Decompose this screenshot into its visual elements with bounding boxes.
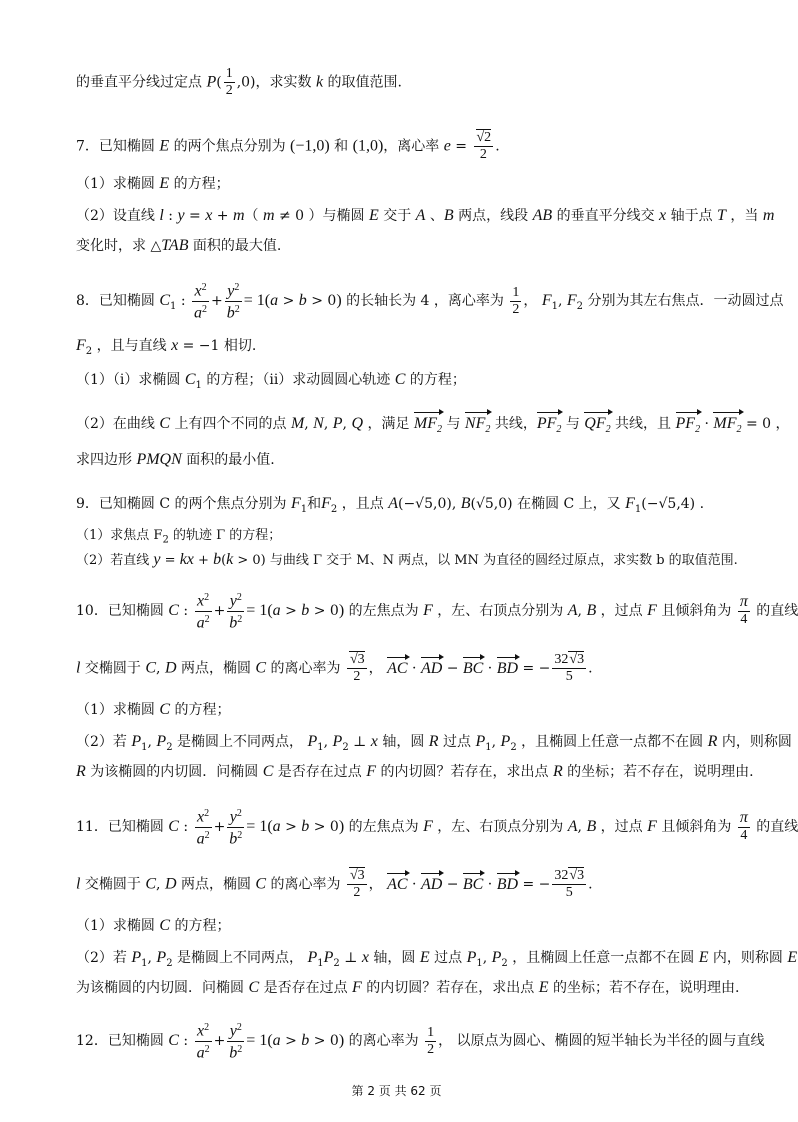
problem-9-part-2: （2）若直线 y = kx + b(k > 0) 与曲线 Γ 交于 M、N 两点，以 MN 为直径的圆经过原点，求实数 b 的取值范围. [76,551,738,568]
problem-7-part-1: （1）求椭圆 E 的方程； [76,175,230,192]
problem-7-statement: 7．已知椭圆 E 的两个焦点分别为 (−1,0) 和 (1,0)，离心率 e = $\frac{√2}{2}$ . [76,130,500,162]
problem-10-part-1: （1）求椭圆 C 的方程； [76,701,231,718]
problem-7-part-2: （2）设直线 l : y = x + m（ m ≠ 0 ）与椭圆 E 交于 A 、B 两点，线段 AB 的垂直平分线交 x 轴于点 T ，当 m [76,207,775,224]
page-footer: 第 2 页 共 62 页 [351,1084,442,1098]
problem-8-part-2-cont: 求四边形 PMQN 面积的最小值. [76,451,275,468]
problem-10-part-2-cont: R 为该椭圆的内切圆．问椭圆 C 是否存在过点 F 的内切圆？若存在，求出点 R 的坐标；若不存在，说明理由. [76,763,754,780]
problem-12-statement: 12．已知椭圆 C : $\frac{x^2}{a^2}$ + $\frac{y^2}{b^2}$ = 1(a > b > 0) 的离心率为 $\frac{1}{2}$ ， 以原点为圆心、椭圆的短半轴长为半径的圆与直线 [76,1022,765,1062]
problem-11-statement-cont: l 交椭圆于 C, D 两点，椭圆 C 的离心率为 $\frac{√3}{2}$ ， AC · AD − BC · BD = − $\frac{32√3}{5}$ . [76,868,593,900]
problem-9-part-1: （1）求焦点 $F_2$ 的轨迹 Γ 的方程； [76,528,282,546]
problem-7-part-2-cont: 变化时，求 △TAB 面积的最大值. [76,237,282,254]
problem-8-part-2: （2）在曲线 C 上有四个不同的点 M, N, P, Q ，满足 $MF_2$ 与 $NF_2$ 共线，$PF_2$ 与 $QF_2$ 共线，且 $PF_2 \cdot MF_2 = 0$ ， [76,414,790,440]
problem-11-part-1: （1）求椭圆 C 的方程； [76,917,231,934]
problem-11-part-2: （2）若 $P_1$, $P_2$ 是椭圆上不同两点， $P_1P_2$ ⊥ x 轴，圆 E 过点 $P_1$, $P_2$ ，且椭圆上任意一点都不在圆 E 内，则称圆 E [76,949,798,969]
text-line: 的垂直平分线过定点 P( $\frac{1}{2}$ ,0)，求实数 k 的取值范围. [76,66,402,98]
problem-9-statement: 9．已知椭圆 C 的两个焦点分别为 $F_1$和$F_2$ ，且点 A(−√5,0), B(√5,0) 在椭圆 C 上，又 $F_1(-√5,4)$ . [76,495,705,515]
problem-8-statement: 8．已知椭圆 $C_1$ : $\frac{x^2}{a^2}$ + $\frac{y^2}{b^2}$ = 1(a > b > 0) 的长轴长为 4 ，离心率为 $\frac{1}{2}$ ， $F_1$, $F_2$ 分别为其左右焦点．一动圆过点 [76,282,784,322]
problem-8-statement-cont: $F_2$ ，且与直线 x = −1 相切. [76,337,257,357]
problem-10-statement-cont: l 交椭圆于 C, D 两点，椭圆 C 的离心率为 $\frac{√3}{2}$ ， AC · AD − BC · BD = − $\frac{32√3}{5}$ . [76,652,593,684]
problem-8-part-1: （1）（ⅰ）求椭圆 $C_1$ 的方程；（ⅱ）求动圆圆心轨迹 C 的方程； [76,371,466,391]
problem-11-statement: 11．已知椭圆 C : $\frac{x^2}{a^2}$ + $\frac{y^2}{b^2}$ = 1(a > b > 0) 的左焦点为 F ，左、右顶点分别为 A, B ，过点 F 且倾斜角为 $\frac{\pi}{4}$ 的直线 [76,808,798,848]
problem-10-part-2: （2）若 $P_1$, $P_2$ 是椭圆上不同两点， $P_1$, $P_2$ ⊥ x 轴，圆 R 过点 $P_1$, $P_2$ ，且椭圆上任意一点都不在圆 R 内，则称圆 [76,733,792,753]
problem-10-statement: 10．已知椭圆 C : $\frac{x^2}{a^2}$ + $\frac{y^2}{b^2}$ = 1(a > b > 0) 的左焦点为 F ，左、右顶点分别为 A, B ，过点 F 且倾斜角为 $\frac{\pi}{4}$ 的直线 [76,592,798,632]
problem-11-part-2-cont: 为该椭圆的内切圆．问椭圆 C 是否存在过点 F 的内切圆？若存在，求出点 E 的坐标；若不存在，说明理由. [76,979,740,996]
